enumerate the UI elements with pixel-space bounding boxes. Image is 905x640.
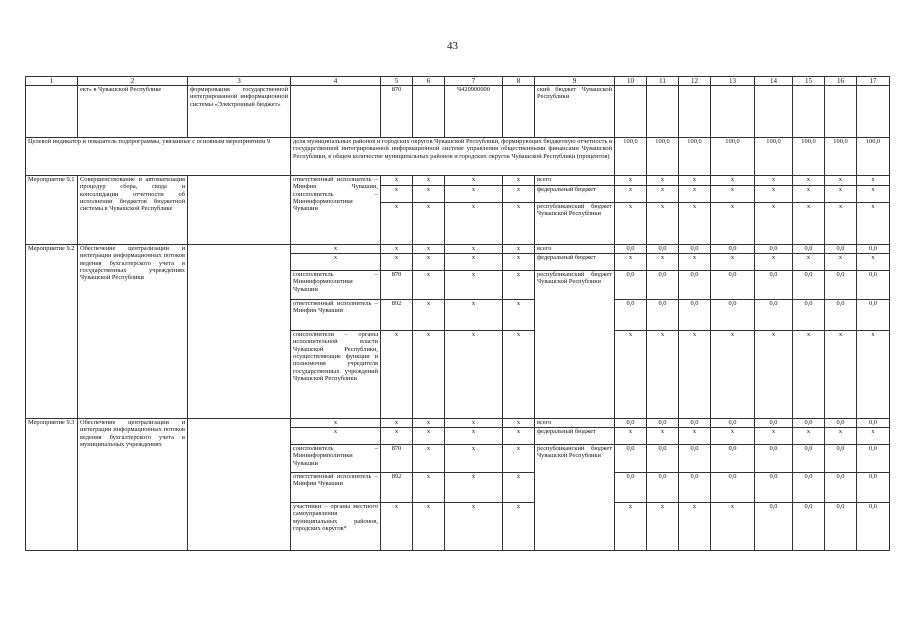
cell: x xyxy=(445,176,503,186)
cell: x xyxy=(647,428,679,445)
cell: x xyxy=(793,186,825,203)
cell: x xyxy=(413,445,445,473)
table-row xyxy=(26,138,890,176)
budget-table xyxy=(25,76,890,551)
cell: x xyxy=(615,428,647,445)
header-cell: 16 xyxy=(825,77,857,86)
table-row xyxy=(26,176,890,186)
cell: x xyxy=(381,203,413,245)
cell: x xyxy=(445,186,503,203)
cell: 0,0 xyxy=(857,419,890,428)
cell: x xyxy=(503,203,535,245)
source-cell: федеральный бюджет xyxy=(535,254,615,271)
cell: 100,0 xyxy=(793,138,825,176)
cell: 0,0 xyxy=(825,419,857,428)
cell: x xyxy=(793,428,825,445)
cell: x xyxy=(711,254,755,271)
cell: x xyxy=(381,254,413,271)
cell: x xyxy=(381,245,413,254)
cell: x xyxy=(503,176,535,186)
executor-cell: ответственный исполнитель – Минфин Чувашии xyxy=(291,300,381,331)
source-cell: республиканский бюджет Чувашской Республики xyxy=(535,203,615,245)
cell: x xyxy=(755,186,793,203)
cell: 0,0 xyxy=(647,271,679,300)
cell: x xyxy=(413,203,445,245)
cell: x xyxy=(445,271,503,300)
cell: x xyxy=(711,503,755,551)
cell: x xyxy=(413,186,445,203)
cell: ект» в Чувашской Республике xyxy=(78,86,188,138)
executor-cell: соисполнитель – Мининформполитики Чувашии xyxy=(291,445,381,473)
cell: x xyxy=(413,331,445,419)
cell: 870 xyxy=(381,445,413,473)
cell: 100,0 xyxy=(825,138,857,176)
cell: x xyxy=(615,254,647,271)
cell: Ч420900000 xyxy=(445,86,503,138)
cell: x xyxy=(647,186,679,203)
cell: 0,0 xyxy=(755,271,793,300)
cell: x xyxy=(857,254,890,271)
cell: 0,0 xyxy=(755,445,793,473)
cell: 0,0 xyxy=(825,445,857,473)
source-cell: республиканский бюджет Чувашской Республики xyxy=(535,445,615,551)
cell: x xyxy=(381,503,413,551)
cell: x xyxy=(503,271,535,300)
cell: x xyxy=(413,503,445,551)
cell: 0,0 xyxy=(711,271,755,300)
source-cell: федеральный бюджет xyxy=(535,186,615,203)
cell: x xyxy=(413,176,445,186)
cell: 100,0 xyxy=(857,138,890,176)
cell: x xyxy=(381,176,413,186)
cell: 0,0 xyxy=(615,300,647,331)
cell: x xyxy=(825,254,857,271)
header-cell: 1 xyxy=(26,77,78,86)
cell: x xyxy=(381,331,413,419)
cell: 0,0 xyxy=(825,271,857,300)
cell: 0,0 xyxy=(679,300,711,331)
cell: x xyxy=(793,331,825,419)
cell: x xyxy=(647,331,679,419)
cell: 100,0 xyxy=(755,138,793,176)
header-cell: 7 xyxy=(445,77,503,86)
cell: x xyxy=(503,419,535,428)
cell: x xyxy=(647,176,679,186)
cell: x xyxy=(793,203,825,245)
cell: x xyxy=(503,473,535,503)
cell: 0,0 xyxy=(679,419,711,428)
cell: x xyxy=(503,445,535,473)
cell: x xyxy=(615,176,647,186)
cell: x xyxy=(679,186,711,203)
cell: x xyxy=(381,186,413,203)
cell: 0,0 xyxy=(793,503,825,551)
cell: 0,0 xyxy=(793,245,825,254)
cell: x xyxy=(615,203,647,245)
cell: x xyxy=(413,271,445,300)
cell: 0,0 xyxy=(793,419,825,428)
cell: x xyxy=(711,203,755,245)
cell: 0,0 xyxy=(793,445,825,473)
cell: x xyxy=(445,419,503,428)
cell: x xyxy=(503,428,535,445)
cell: 0,0 xyxy=(793,300,825,331)
measure-label: Мероприятие 9.2 xyxy=(26,245,78,419)
cell: x xyxy=(381,428,413,445)
cell: 0,0 xyxy=(711,419,755,428)
executor-cell: ответственный исполнитель – Минфин Чувашии xyxy=(291,473,381,503)
header-cell: 6 xyxy=(413,77,445,86)
cell: 0,0 xyxy=(615,445,647,473)
header-cell: 14 xyxy=(755,77,793,86)
cell: формирования государственной интегрированной информационной системы «Электронный бюджет» xyxy=(188,86,291,138)
cell: 0,0 xyxy=(679,271,711,300)
cell: 0,0 xyxy=(825,473,857,503)
cell: x xyxy=(857,176,890,186)
cell: x xyxy=(711,331,755,419)
cell: x xyxy=(291,419,381,428)
cell: 0,0 xyxy=(825,503,857,551)
page-number: 43 xyxy=(447,40,458,52)
cell: x xyxy=(413,428,445,445)
cell: 0,0 xyxy=(825,245,857,254)
cell: 100,0 xyxy=(615,138,647,176)
cell: 0,0 xyxy=(825,300,857,331)
cell: 0,0 xyxy=(679,473,711,503)
measure-description: Обеспечение централизации и интеграции информационных потоков ведения бухгалтерского учета в государственных учреждениях Чувашской Республики xyxy=(78,245,188,419)
cell: x xyxy=(647,254,679,271)
header-cell: 13 xyxy=(711,77,755,86)
header-cell: 10 xyxy=(615,77,647,86)
executor-cell: ответственный исполнитель – Минфин Чувашии, соисполнитель – Мининформполитики Чувашии xyxy=(291,176,381,245)
cell: x xyxy=(445,473,503,503)
cell: 0,0 xyxy=(711,300,755,331)
measure-label: Мероприятие 9.1 xyxy=(26,176,78,245)
cell: x xyxy=(413,473,445,503)
cell: x xyxy=(445,300,503,331)
cell: x xyxy=(755,203,793,245)
cell: x xyxy=(825,428,857,445)
cell: x xyxy=(503,503,535,551)
cell: x xyxy=(615,503,647,551)
cell: x xyxy=(445,445,503,473)
cell: 0,0 xyxy=(793,473,825,503)
cell: 0,0 xyxy=(857,473,890,503)
table-row xyxy=(26,419,890,428)
cell: x xyxy=(291,428,381,445)
executor-cell: участники – органы местного самоуправления муниципальных районов, городских округов* xyxy=(291,503,381,551)
cell: 100,0 xyxy=(679,138,711,176)
cell: 0,0 xyxy=(755,245,793,254)
cell: x xyxy=(825,331,857,419)
table-row xyxy=(26,245,890,254)
cell: x xyxy=(413,419,445,428)
header-cell: 2 xyxy=(78,77,188,86)
cell: 100,0 xyxy=(647,138,679,176)
table-row xyxy=(26,86,890,138)
header-cell: 8 xyxy=(503,77,535,86)
cell: 0,0 xyxy=(647,445,679,473)
cell: x xyxy=(291,245,381,254)
header-cell: 4 xyxy=(291,77,381,86)
cell: x xyxy=(857,186,890,203)
cell: 892 xyxy=(381,300,413,331)
cell: x xyxy=(793,254,825,271)
cell: 0,0 xyxy=(857,300,890,331)
cell: x xyxy=(679,331,711,419)
cell: 0,0 xyxy=(711,245,755,254)
cell: x xyxy=(679,176,711,186)
indicator-label: Целевой индикатор и показатель подпрограммы, увязанные с основным мероприятием 9 xyxy=(26,138,291,176)
cell: x xyxy=(503,186,535,203)
cell: x xyxy=(503,254,535,271)
cell: 0,0 xyxy=(615,473,647,503)
cell: 870 xyxy=(381,86,413,138)
cell: x xyxy=(615,331,647,419)
cell: x xyxy=(857,428,890,445)
cell: 0,0 xyxy=(615,419,647,428)
cell: x xyxy=(679,503,711,551)
cell: 0,0 xyxy=(857,271,890,300)
cell: x xyxy=(615,186,647,203)
cell: 0,0 xyxy=(857,245,890,254)
cell: 0,0 xyxy=(615,245,647,254)
header-cell: 12 xyxy=(679,77,711,86)
cell: x xyxy=(413,245,445,254)
measure-description: Совершенствование и автоматизация процедур сбора, свода и консолидации отчетности об исполнении бюджетов бюджетной системы в Чувашской Республике xyxy=(78,176,188,245)
cell: x xyxy=(445,428,503,445)
source-cell: всего xyxy=(535,176,615,186)
cell: 0,0 xyxy=(755,300,793,331)
indicator-description: доля муниципальных районов и городских округов Чувашской Республики, формирующих бюджетную отчетность в государственной интегрированной информационной системе управления общественными финансами Чувашской Республики, в общем количестве муниципальных районов и городских округов Чувашской Республики (процентов) xyxy=(291,138,615,176)
cell: x xyxy=(825,203,857,245)
cell: x xyxy=(381,419,413,428)
cell: 892 xyxy=(381,473,413,503)
cell: x xyxy=(711,186,755,203)
cell: x xyxy=(857,331,890,419)
cell: 0,0 xyxy=(755,419,793,428)
cell: x xyxy=(711,428,755,445)
source-cell: федеральный бюджет xyxy=(535,428,615,445)
cell: x xyxy=(755,176,793,186)
cell: 0,0 xyxy=(711,473,755,503)
cell: x xyxy=(291,254,381,271)
measure-label: Мероприятие 9.3 xyxy=(26,419,78,551)
cell: 0,0 xyxy=(647,473,679,503)
cell: x xyxy=(711,176,755,186)
cell: x xyxy=(445,254,503,271)
header-cell: 3 xyxy=(188,77,291,86)
cell: x xyxy=(503,331,535,419)
cell: 0,0 xyxy=(679,445,711,473)
source-cell: республиканский бюджет Чувашской Республики xyxy=(535,271,615,419)
source-cell: всего xyxy=(535,245,615,254)
cell: x xyxy=(445,245,503,254)
measure-description: Обеспечение централизации и интеграции информационных потоков ведения бухгалтерского учета в муниципальных учреждениях xyxy=(78,419,188,551)
cell: 100,0 xyxy=(711,138,755,176)
cell: x xyxy=(445,503,503,551)
executor-cell: соисполнитель – Мининформполитики Чувашии xyxy=(291,271,381,300)
header-cell: 15 xyxy=(793,77,825,86)
cell: x xyxy=(503,300,535,331)
cell: 0,0 xyxy=(647,300,679,331)
cell: x xyxy=(503,245,535,254)
cell: x xyxy=(755,254,793,271)
source-cell: всего xyxy=(535,419,615,428)
cell: x xyxy=(755,331,793,419)
cell: x xyxy=(679,428,711,445)
cell: x xyxy=(825,176,857,186)
cell: 0,0 xyxy=(857,445,890,473)
header-cell: 11 xyxy=(647,77,679,86)
cell: x xyxy=(755,428,793,445)
cell: x xyxy=(647,503,679,551)
header-cell: 5 xyxy=(381,77,413,86)
header-cell: 17 xyxy=(857,77,890,86)
cell: x xyxy=(679,203,711,245)
cell: 0,0 xyxy=(755,473,793,503)
cell: x xyxy=(413,300,445,331)
cell: x xyxy=(793,176,825,186)
header-cell: 9 xyxy=(535,77,615,86)
cell: x xyxy=(647,203,679,245)
cell: x xyxy=(445,203,503,245)
cell: 0,0 xyxy=(793,271,825,300)
cell: 0,0 xyxy=(615,271,647,300)
cell: x xyxy=(445,331,503,419)
cell: 870 xyxy=(381,271,413,300)
header-row xyxy=(26,77,890,86)
cell: 0,0 xyxy=(755,503,793,551)
executor-cell: соисполнители – органы исполнительной власти Чувашской Республики, осуществляющие функции и полномочия учредителя государственных учреждений Чувашской Республики xyxy=(291,331,381,419)
cell: x xyxy=(825,186,857,203)
cell: x xyxy=(857,203,890,245)
cell: ский бюджет Чувашской Республики xyxy=(535,86,615,138)
cell: 0,0 xyxy=(679,245,711,254)
cell: 0,0 xyxy=(857,503,890,551)
cell: 0,0 xyxy=(647,419,679,428)
cell: 0,0 xyxy=(711,445,755,473)
cell: x xyxy=(679,254,711,271)
cell: 0,0 xyxy=(647,245,679,254)
cell: x xyxy=(413,254,445,271)
